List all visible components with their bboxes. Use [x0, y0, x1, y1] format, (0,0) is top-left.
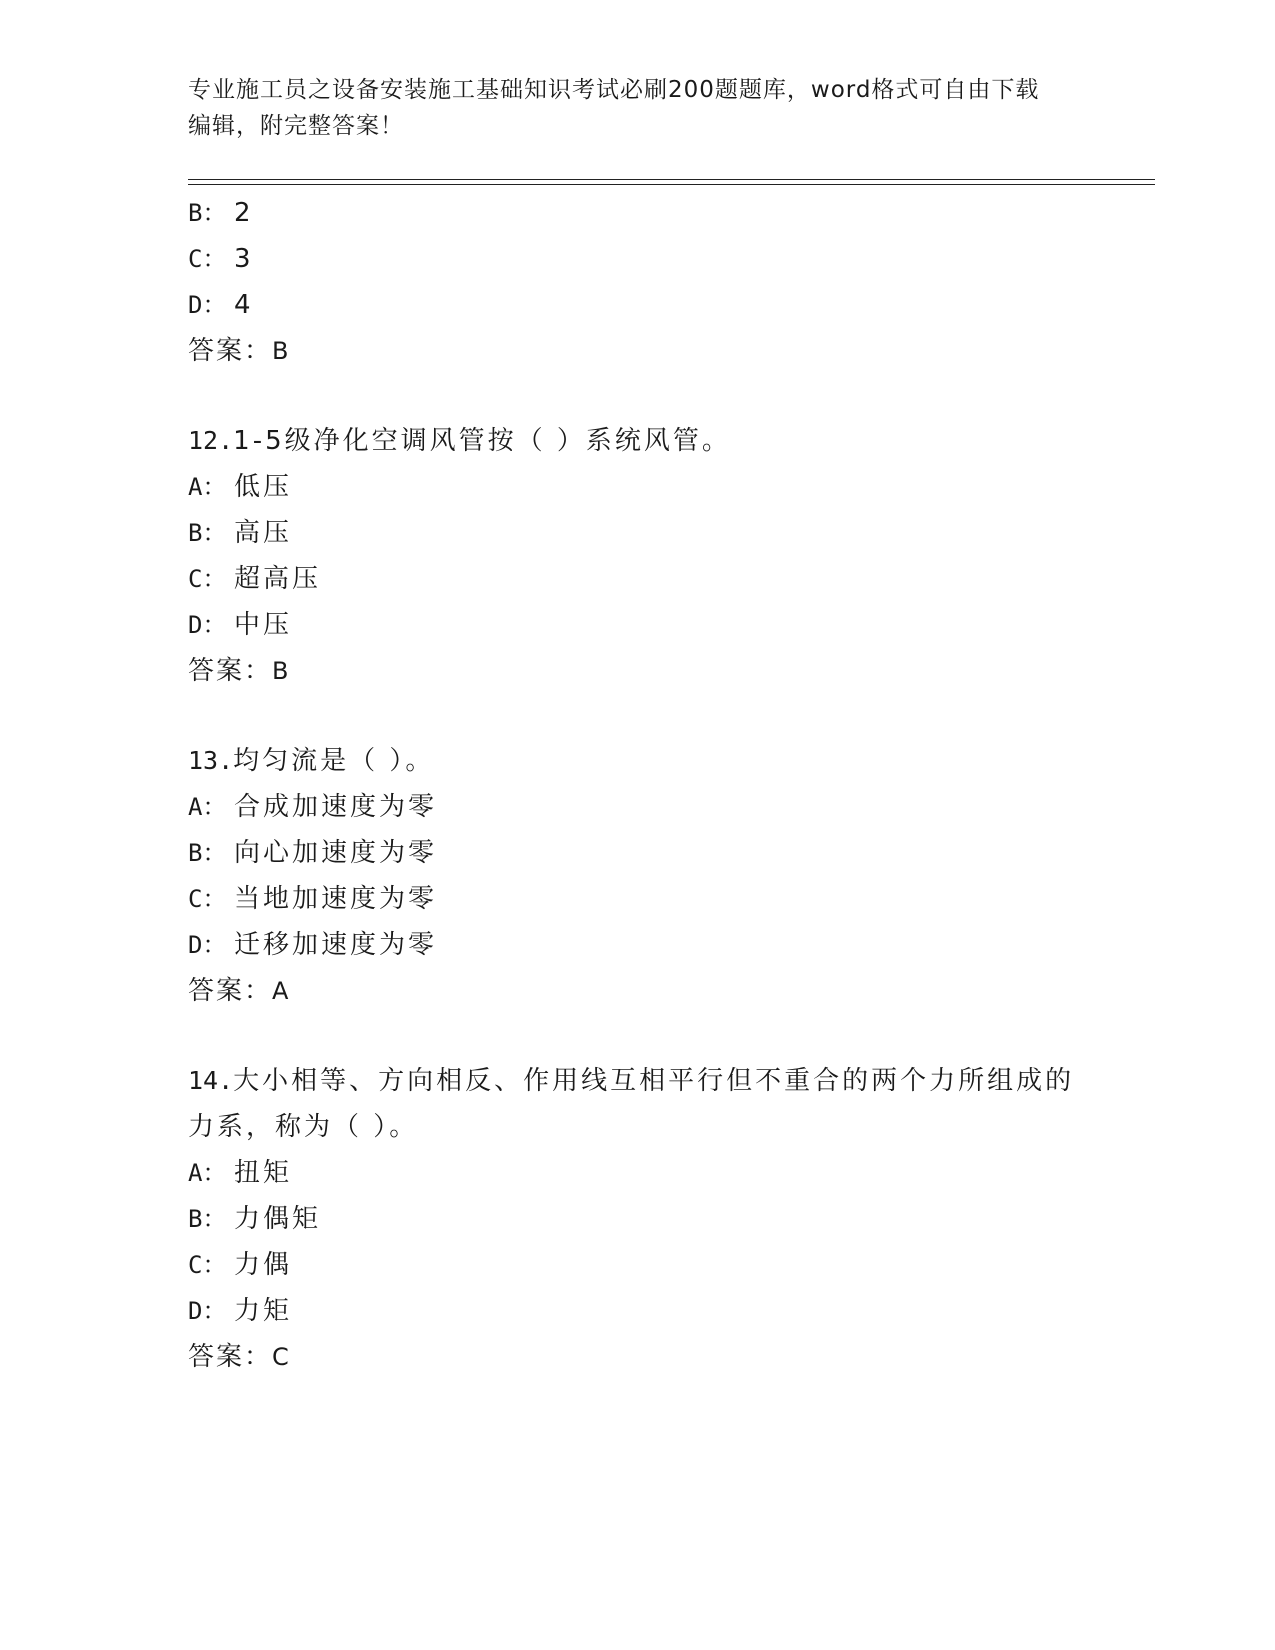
- option-text: 迁移加速度为零: [234, 930, 438, 960]
- question-number: 13.: [188, 746, 234, 775]
- option-c: [188, 876, 1088, 922]
- option-text: 3: [234, 244, 254, 274]
- question-text-line-1: 大小相等、方向相反、作用线互相平行但不重合的两个力所组成的: [233, 1066, 1075, 1096]
- option-a: [188, 464, 1088, 510]
- question-text: 均匀流是（ ）。: [233, 746, 435, 776]
- option-d: [188, 922, 1088, 968]
- option-d: [188, 602, 1088, 648]
- answer-label: 答案：: [188, 336, 273, 366]
- option-text: 向心加速度为零: [234, 838, 438, 868]
- option-text: 力偶矩: [234, 1204, 322, 1234]
- option-b: [188, 510, 1088, 556]
- question-list: [188, 190, 1088, 1380]
- question-13: [188, 738, 1088, 1014]
- header-divider-top: [188, 179, 1155, 180]
- header-divider-bottom: [188, 184, 1155, 185]
- question-stem: [188, 418, 1088, 464]
- option-label: B：: [188, 519, 227, 547]
- option-c: [188, 1242, 1088, 1288]
- answer-line: [188, 1334, 1088, 1380]
- option-a: [188, 1150, 1088, 1196]
- option-label: D：: [188, 1297, 227, 1325]
- option-b: [188, 830, 1088, 876]
- answer-value: A: [272, 977, 291, 1005]
- option-label: C：: [188, 565, 227, 593]
- option-label: D：: [188, 931, 227, 959]
- option-b: [188, 190, 1088, 236]
- option-text: 合成加速度为零: [234, 792, 438, 822]
- document-header: [188, 72, 1088, 144]
- answer-line: [188, 648, 1088, 694]
- option-text: 扭矩: [234, 1158, 293, 1188]
- option-label: A：: [188, 1159, 227, 1187]
- option-text: 当地加速度为零: [234, 884, 438, 914]
- option-label: C：: [188, 1251, 227, 1279]
- option-b: [188, 1196, 1088, 1242]
- answer-label: 答案：: [188, 1342, 273, 1372]
- answer-line: [188, 968, 1088, 1014]
- question-text: 1-5级净化空调风管按（ ）系统风管。: [233, 426, 731, 456]
- question-12: [188, 418, 1088, 694]
- header-line-1: 专业施工员之设备安装施工基础知识考试必刷200题题库，word格式可自由下载: [188, 77, 1040, 103]
- option-c: [188, 556, 1088, 602]
- option-a: [188, 784, 1088, 830]
- option-label: D：: [188, 611, 227, 639]
- option-text: 4: [234, 290, 254, 320]
- answer-label: 答案：: [188, 656, 273, 686]
- option-text: 高压: [234, 518, 293, 548]
- option-d: [188, 1288, 1088, 1334]
- option-text: 力偶: [234, 1250, 293, 1280]
- option-c: [188, 236, 1088, 282]
- answer-value: B: [272, 337, 291, 365]
- option-text: 中压: [234, 610, 293, 640]
- option-label: C：: [188, 245, 227, 273]
- option-text: 2: [234, 198, 254, 228]
- answer-label: 答案：: [188, 976, 273, 1006]
- option-label: A：: [188, 793, 227, 821]
- option-label: B：: [188, 839, 227, 867]
- question-stem-continued: [188, 1104, 1088, 1150]
- option-text: 力矩: [234, 1296, 293, 1326]
- question-number: 14.: [188, 1066, 234, 1095]
- option-label: A：: [188, 473, 227, 501]
- answer-line: [188, 328, 1088, 374]
- question-14: [188, 1058, 1088, 1380]
- option-text: 低压: [234, 472, 293, 502]
- question-number: 12.: [188, 426, 234, 455]
- option-text: 超高压: [234, 564, 322, 594]
- question-stem: [188, 1058, 1088, 1104]
- question-text-line-2: 力系，称为（ ）。: [188, 1112, 419, 1142]
- option-label: C：: [188, 885, 227, 913]
- answer-value: C: [272, 1343, 291, 1371]
- question-stem: [188, 738, 1088, 784]
- option-label: D：: [188, 291, 227, 319]
- option-label: B：: [188, 1205, 227, 1233]
- header-line-2: 编辑，附完整答案！: [188, 113, 404, 139]
- partial-question: [188, 190, 1088, 374]
- option-d: [188, 282, 1088, 328]
- option-label: B：: [188, 199, 227, 227]
- answer-value: B: [272, 657, 291, 685]
